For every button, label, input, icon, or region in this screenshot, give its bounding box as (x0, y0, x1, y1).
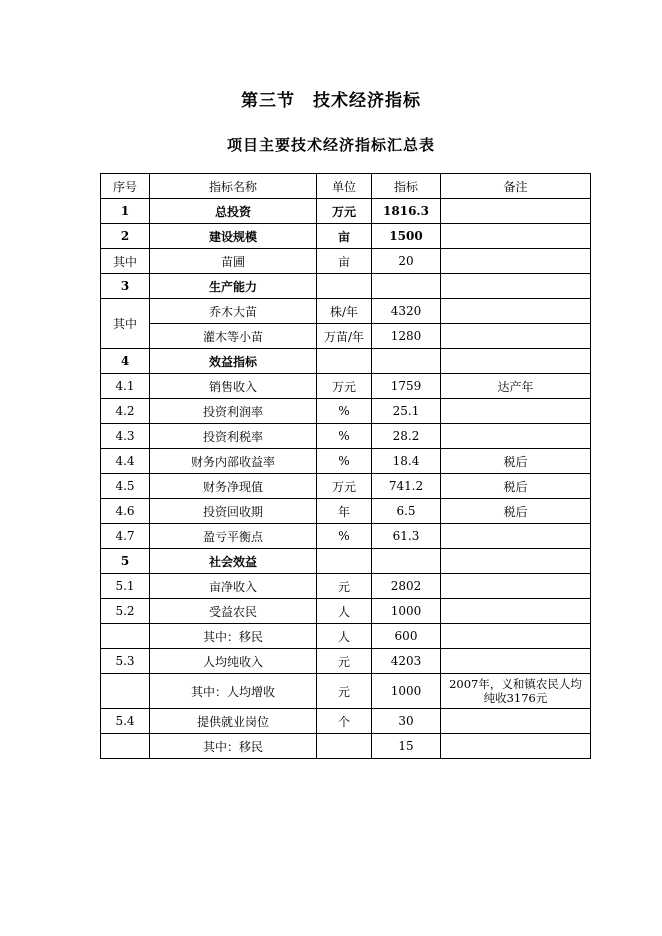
cell-unit: 万元 (317, 474, 372, 499)
table-header-row (101, 174, 591, 199)
cell-seq (101, 674, 150, 709)
table-row (101, 224, 591, 249)
cell-value: 1280 (372, 324, 441, 349)
cell-unit: 亩 (317, 224, 372, 249)
cell-note (441, 734, 591, 759)
cell-seq: 4.6 (101, 499, 150, 524)
cell-name: 其中：人均增收 (150, 674, 317, 709)
table-row (101, 349, 591, 374)
cell-unit: 元 (317, 574, 372, 599)
cell-unit: 年 (317, 499, 372, 524)
cell-note (441, 599, 591, 624)
cell-seq: 4.3 (101, 424, 150, 449)
table-row (101, 709, 591, 734)
cell-note: 税后 (441, 474, 591, 499)
cell-note: 税后 (441, 499, 591, 524)
cell-value (372, 349, 441, 374)
header-note: 备注 (441, 174, 591, 199)
cell-seq: 5.1 (101, 574, 150, 599)
cell-seq (101, 624, 150, 649)
cell-unit: 万苗/年 (317, 324, 372, 349)
table-row (101, 249, 591, 274)
header-unit: 单位 (317, 174, 372, 199)
cell-unit: 亩 (317, 249, 372, 274)
table-row (101, 199, 591, 224)
cell-note (441, 199, 591, 224)
cell-unit: % (317, 449, 372, 474)
cell-unit: % (317, 524, 372, 549)
cell-name: 苗圃 (150, 249, 317, 274)
cell-unit: 人 (317, 599, 372, 624)
cell-value: 1000 (372, 599, 441, 624)
cell-note (441, 649, 591, 674)
cell-value: 61.3 (372, 524, 441, 549)
cell-value: 4203 (372, 649, 441, 674)
table-row (101, 574, 591, 599)
cell-seq: 4.4 (101, 449, 150, 474)
cell-name: 盈亏平衡点 (150, 524, 317, 549)
cell-seq: 5 (101, 549, 150, 574)
cell-unit: 个 (317, 709, 372, 734)
cell-note (441, 624, 591, 649)
cell-value: 600 (372, 624, 441, 649)
cell-unit: % (317, 399, 372, 424)
header-name: 指标名称 (150, 174, 317, 199)
table-row (101, 399, 591, 424)
table-row (101, 449, 591, 474)
cell-seq: 5.3 (101, 649, 150, 674)
cell-note (441, 399, 591, 424)
cell-name: 提供就业岗位 (150, 709, 317, 734)
cell-name: 建设规模 (150, 224, 317, 249)
table-title: 项目主要技术经济指标汇总表 (226, 136, 435, 154)
table-row (101, 299, 591, 324)
cell-value: 1000 (372, 674, 441, 709)
cell-value: 30 (372, 709, 441, 734)
cell-value (372, 549, 441, 574)
cell-note (441, 224, 591, 249)
cell-value: 741.2 (372, 474, 441, 499)
cell-value: 20 (372, 249, 441, 274)
cell-unit: 万元 (317, 374, 372, 399)
cell-unit: 元 (317, 674, 372, 709)
cell-value: 15 (372, 734, 441, 759)
cell-unit (317, 734, 372, 759)
cell-seq: 1 (101, 199, 150, 224)
cell-name: 效益指标 (150, 349, 317, 374)
cell-note (441, 574, 591, 599)
cell-name: 灌木等小苗 (150, 324, 317, 349)
table-row (101, 524, 591, 549)
table-row (101, 624, 591, 649)
cell-value: 1816.3 (372, 199, 441, 224)
cell-note (441, 349, 591, 374)
table-row (101, 674, 591, 709)
cell-value: 18.4 (372, 449, 441, 474)
table-row (101, 324, 591, 349)
cell-value: 28.2 (372, 424, 441, 449)
table-row (101, 734, 591, 759)
table-row (101, 374, 591, 399)
cell-seq: 其中 (101, 299, 150, 349)
cell-seq: 3 (101, 274, 150, 299)
cell-unit: % (317, 424, 372, 449)
cell-seq: 5.2 (101, 599, 150, 624)
cell-seq (101, 734, 150, 759)
cell-seq: 4.1 (101, 374, 150, 399)
cell-name: 社会效益 (150, 549, 317, 574)
table-row (101, 549, 591, 574)
cell-unit: 元 (317, 649, 372, 674)
cell-seq: 4.7 (101, 524, 150, 549)
table-row (101, 424, 591, 449)
table-row (101, 474, 591, 499)
cell-note: 达产年 (441, 374, 591, 399)
table-row (101, 599, 591, 624)
cell-value: 1500 (372, 224, 441, 249)
cell-unit: 万元 (317, 199, 372, 224)
cell-note: 税后 (441, 449, 591, 474)
cell-note (441, 709, 591, 734)
cell-name: 财务净现值 (150, 474, 317, 499)
cell-name: 生产能力 (150, 274, 317, 299)
cell-value: 4320 (372, 299, 441, 324)
cell-unit: 株/年 (317, 299, 372, 324)
cell-seq: 2 (101, 224, 150, 249)
cell-name: 亩净收入 (150, 574, 317, 599)
cell-note: 2007年，义和镇农民人均纯收3176元 (441, 674, 591, 709)
indicator-summary-table (100, 173, 591, 759)
cell-note (441, 299, 591, 324)
table-row (101, 499, 591, 524)
cell-value: 25.1 (372, 399, 441, 424)
cell-name: 其中：移民 (150, 624, 317, 649)
section-title: 第三节 技术经济指标 (241, 91, 421, 111)
cell-value: 6.5 (372, 499, 441, 524)
cell-unit (317, 549, 372, 574)
cell-name: 财务内部收益率 (150, 449, 317, 474)
cell-name: 投资利税率 (150, 424, 317, 449)
cell-seq: 其中 (101, 249, 150, 274)
cell-name: 乔木大苗 (150, 299, 317, 324)
cell-value (372, 274, 441, 299)
cell-value: 2802 (372, 574, 441, 599)
cell-name: 其中：移民 (150, 734, 317, 759)
cell-name: 总投资 (150, 199, 317, 224)
cell-value: 1759 (372, 374, 441, 399)
cell-name: 受益农民 (150, 599, 317, 624)
cell-note (441, 324, 591, 349)
cell-note (441, 524, 591, 549)
cell-unit (317, 349, 372, 374)
cell-seq: 5.4 (101, 709, 150, 734)
cell-seq: 4.2 (101, 399, 150, 424)
cell-name: 销售收入 (150, 374, 317, 399)
cell-seq: 4.5 (101, 474, 150, 499)
cell-seq: 4 (101, 349, 150, 374)
cell-note (441, 424, 591, 449)
table-row (101, 649, 591, 674)
cell-unit: 人 (317, 624, 372, 649)
table-row (101, 274, 591, 299)
header-value: 指标 (372, 174, 441, 199)
cell-unit (317, 274, 372, 299)
cell-note (441, 249, 591, 274)
header-seq: 序号 (101, 174, 150, 199)
cell-note (441, 549, 591, 574)
cell-name: 投资利润率 (150, 399, 317, 424)
cell-name: 人均纯收入 (150, 649, 317, 674)
cell-note (441, 274, 591, 299)
cell-name: 投资回收期 (150, 499, 317, 524)
